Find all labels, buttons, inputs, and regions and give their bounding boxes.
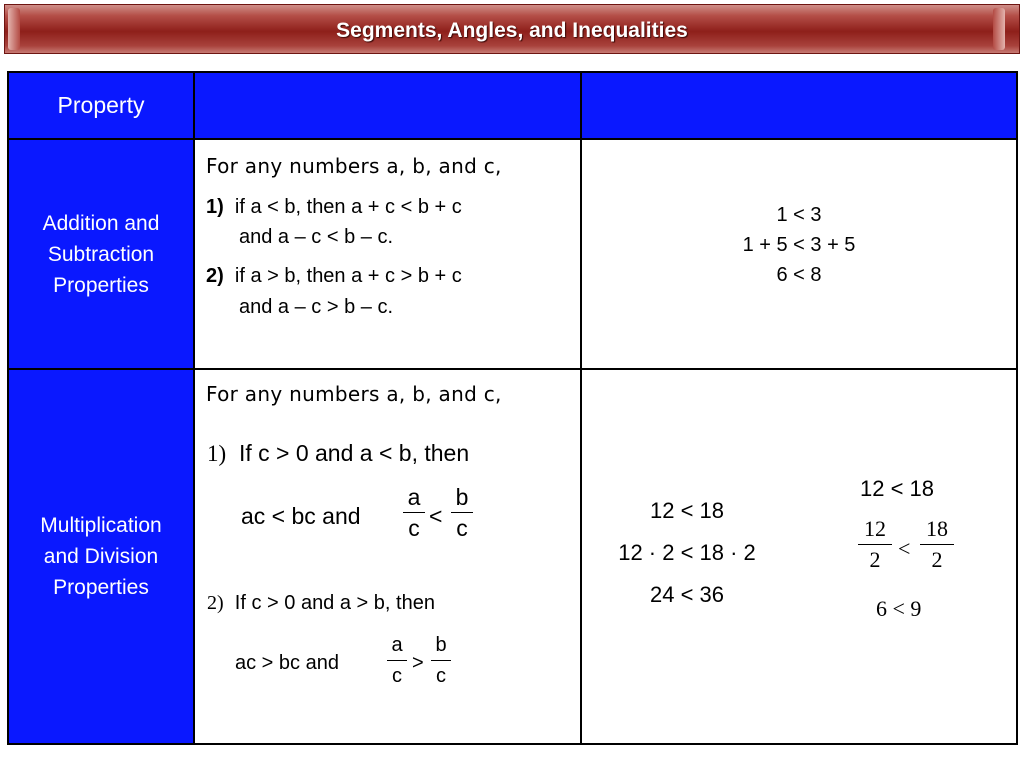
row-label-line: and Division (43, 545, 159, 568)
item-line: and a – c < b – c. (239, 226, 393, 248)
header-example (581, 72, 1017, 139)
item-line: if a < b, then a + c < b + c (234, 196, 462, 218)
denominator: c (392, 665, 402, 687)
numerator: 12 (864, 516, 886, 541)
multiplication-example-cell (581, 369, 1017, 744)
addition-example-cell (581, 139, 1017, 369)
row-label-line: Multiplication (40, 514, 162, 537)
relation-symbol: < (898, 536, 911, 561)
fraction-b-over-c (431, 632, 451, 689)
table-row (8, 369, 1017, 744)
fraction-bar (387, 660, 407, 661)
example-multiplication (602, 490, 772, 616)
example-division-top: 12 < 18 (860, 476, 935, 501)
relation-symbol: > (412, 652, 424, 674)
item-line: and a – c > b – c. (239, 296, 393, 318)
row-label-multiplication (8, 369, 194, 744)
denominator: c (436, 665, 446, 687)
row-label-addition (8, 139, 194, 369)
item-condition: If c > 0 and a < b, then (238, 440, 470, 466)
statement-item-2 (206, 264, 462, 288)
fraction-a-over-c (387, 632, 407, 689)
example-lines (582, 200, 1016, 290)
properties-table (7, 71, 1018, 745)
table-header-row (8, 72, 1017, 139)
item-product: ac < bc and (241, 503, 361, 529)
item-number: 1) (206, 196, 224, 218)
example-line: 12 < 18 (649, 498, 724, 523)
fraction-bar (920, 544, 954, 545)
numerator: b (435, 634, 447, 656)
numerator: a (391, 634, 403, 656)
statement-item-2 (207, 592, 435, 615)
item-number: 2) (206, 265, 224, 287)
row-label-line: Properties (53, 273, 149, 297)
fraction-12-over-2 (858, 516, 892, 573)
statement-intro: For any numbers a, b, and c, (206, 382, 502, 406)
statement-item-1 (207, 440, 469, 467)
item-number: 1) (207, 441, 227, 466)
statement-intro: For any numbers a, b, and c, (206, 154, 502, 178)
title-banner (4, 4, 1020, 54)
numerator: a (407, 484, 421, 510)
multiplication-statement-cell (194, 369, 581, 744)
fraction-bar (403, 512, 425, 513)
fraction-bar (431, 660, 451, 661)
row-label-line: Addition and (42, 211, 160, 235)
header-statement (194, 72, 581, 139)
example-line: 1 + 5 < 3 + 5 (742, 234, 856, 256)
denominator: c (408, 515, 420, 541)
statement-item-1 (206, 195, 462, 219)
header-property: Property (8, 72, 194, 139)
numerator: b (455, 484, 469, 510)
item-condition: If c > 0 and a > b, then (234, 592, 435, 614)
row-label-line: Subtraction (47, 242, 155, 266)
example-line: 6 < 8 (776, 264, 822, 286)
denominator: 2 (869, 547, 881, 572)
item-product: ac > bc and (235, 652, 339, 674)
example-line: 1 < 3 (776, 204, 822, 226)
fraction-a-over-c (403, 484, 425, 541)
item-number: 2) (207, 592, 224, 614)
addition-statement-cell (194, 139, 581, 369)
numerator: 18 (926, 516, 948, 541)
example-line: 24 < 36 (649, 582, 724, 607)
example-division-bottom: 6 < 9 (876, 596, 922, 621)
denominator: c (456, 515, 468, 541)
denominator: 2 (931, 547, 943, 572)
item-line: if a > b, then a + c > b + c (234, 265, 462, 287)
example-line: 12 · 2 < 18 · 2 (618, 540, 756, 565)
fraction-b-over-c (451, 484, 473, 541)
page-title: Segments, Angles, and Inequalities (336, 19, 688, 42)
row-label-line: Properties (53, 576, 149, 599)
fraction-bar (451, 512, 473, 513)
fraction-18-over-2 (920, 516, 954, 573)
table-row (8, 139, 1017, 369)
relation-symbol: < (429, 503, 443, 529)
fraction-bar (858, 544, 892, 545)
